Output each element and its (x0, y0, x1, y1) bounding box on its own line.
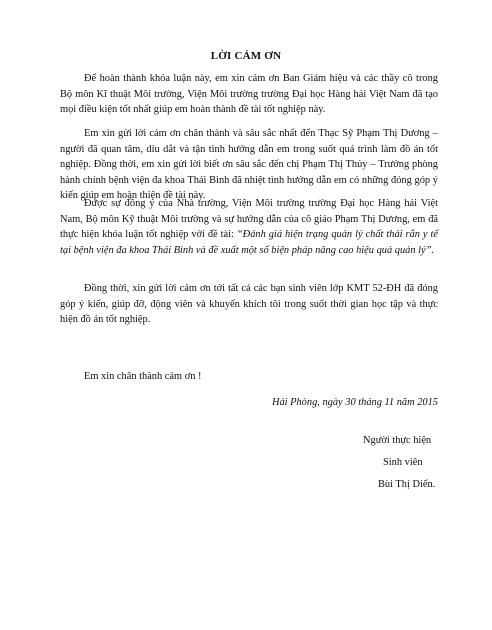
thesis-title-quote: “Đánh giá hiện trạng quản lý chất thải rắn y tế tại bệnh viện đa khoa Thái Bình và đề xuất một số biện pháp nâng cao hiệu quả quản lý”. (60, 229, 438, 256)
paragraph-thanks-supervisor: Em xin gửi lời cám ơn chân thành và sâu sắc nhất đến Thạc Sỹ Phạm Thị Dương – người đã quan tâm, dìu dắt và tận tình hướng dẫn em trong suốt quá trình làm đồ án tốt nghiệp. Đồng thời, em xin gửi lời biết ơn sâu sắc đến chị Phạm Thị Thủy – Trưởng phòng hành chính bệnh viện đa khoa Thái Bình đã nhiệt tình hướng dẫn em có những đóng góp ý kiến giúp em hoàn thiện đề tài này. (60, 128, 438, 202)
signature-name: Bùi Thị Diến. (378, 479, 436, 490)
paragraph-closing: Em xin chân thành cám ơn ! (84, 371, 202, 382)
paragraph-thanks-university: Để hoàn thành khóa luận này, em xin cám ơn Ban Giám hiệu và các thầy cô trong Bộ môn Kĩ thuật Môi trường, Viện Môi trường trường Đại học Hàng hải Việt Nam đã tạo mọi điều kiện tốt nhất giúp em hoàn thành đề tài tốt nghiệp này. (60, 73, 438, 116)
place-date-line: Hải Phòng, ngày 30 tháng 11 năm 2015 (271, 397, 438, 408)
signature-status: Sinh viên (383, 457, 423, 468)
topic-intro-text: Được sự đồng ý của Nhà trường, Viện Môi trường trường Đại học Hàng hải Việt Nam, Bộ môn Kỹ thuật Môi trường và sự hướng dẫn của cô giáo Phạm Thị Dương, em đã thực hiện khóa luận tốt nghiệp với đề tài: (60, 198, 438, 241)
paragraph-thesis-topic (60, 196, 438, 258)
page-title: LỜI CẢM ƠN (210, 50, 282, 62)
signature-role: Người thực hiện (363, 435, 432, 446)
paragraph-thanks-classmates: Đồng thời, xin gửi lời cám ơn tới tất cả các bạn sinh viên lớp KMT 52-ĐH đã đóng góp ý kiến, giúp đỡ, động viên và khuyến khích tôi trong suốt thời gian học tập và thực hiện đồ án tốt nghiệp. (60, 283, 438, 326)
